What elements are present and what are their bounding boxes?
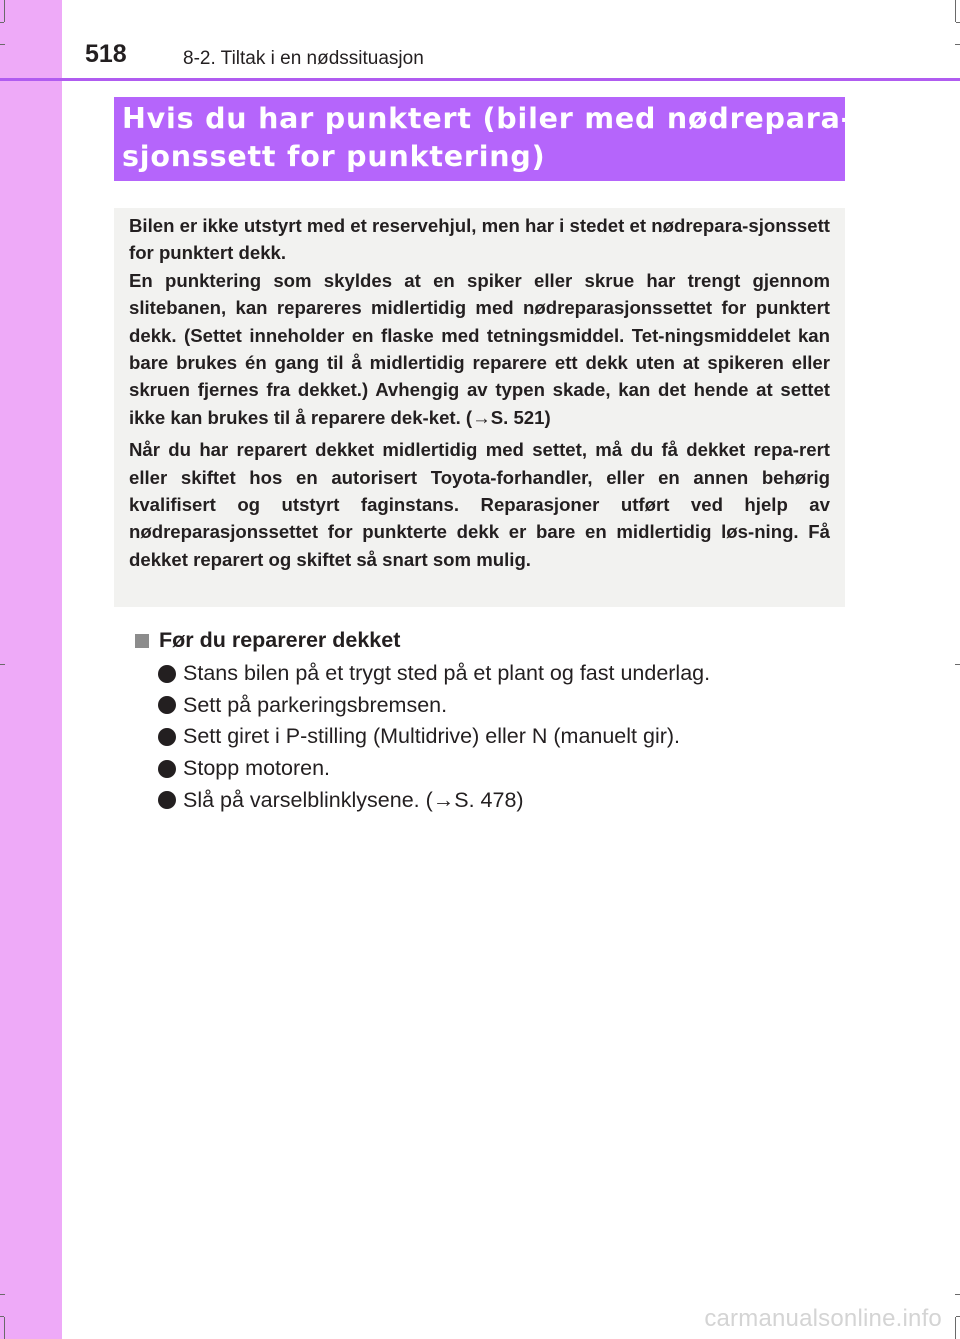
round-bullet-icon: [158, 665, 176, 683]
step-text: Sett giret i P-stilling (Multidrive) eller N (manuelt gir).: [183, 724, 681, 749]
round-bullet-icon: [158, 696, 176, 714]
crop-mark: [956, 1316, 960, 1317]
section-title: 8-2. Tiltak i en nødssituasjon: [183, 48, 424, 69]
crop-mark: [0, 44, 5, 45]
title-banner: [114, 97, 854, 181]
list-item: [158, 658, 710, 690]
list-item: [158, 690, 710, 722]
header-rule: [0, 78, 960, 81]
chapter-side-tab: [0, 0, 62, 1339]
page-number: 518: [85, 40, 127, 68]
crop-mark: [4, 0, 5, 22]
crop-mark: [955, 1317, 956, 1339]
square-bullet-icon: [135, 634, 149, 648]
crop-mark: [0, 1294, 5, 1295]
info-paragraph: Bilen er ikke utstyrt med et reservehjul, men har i stedet et nødrepara-sjonssett for punktert dekk.: [129, 215, 830, 264]
step-text: Stopp motoren.: [183, 756, 331, 781]
info-paragraph: Når du har reparert dekket midlertidig med settet, må du få dekket repa-rert eller skiftet hos en autorisert Toyota-forhandler, eller en annen behørig kvalifisert og utstyrt faginstans. Reparasjoner utført ved hjelp av nødreparasjonssettet for punkterte dekk er bare en midlertidig løs-ning. Få dekket reparert og skiftet så snart som mulig.: [129, 439, 830, 570]
round-bullet-icon: [158, 760, 176, 778]
crop-mark: [0, 22, 4, 23]
list-item: [158, 753, 710, 785]
crop-mark: [955, 1294, 960, 1295]
step-text: Slå på varselblinklysene. (→S. 478): [183, 787, 524, 812]
watermark: carmanualsonline.info: [704, 1305, 942, 1332]
list-item: [158, 721, 710, 753]
info-paragraph: En punktering som skyldes at en spiker eller skrue har trengt gjennom slitebanen, kan repareres midlertidig med nødreparasjonssettet for punktert dekk. (Settet inneholder en flaske med tetningsmiddel. Tet-ningsmiddelet kan bare brukes én gang til å midlertidig reparere ett dekk uten at spikeren eller skruen fjernes fra dekket.) Avhengig av typen skade, kan det hende at settet ikke kan brukes til å reparere dek-ket. (→S. 521): [129, 269, 830, 428]
title-line-2: sjonssett for punktering): [122, 140, 546, 173]
round-bullet-icon: [158, 728, 176, 746]
procedure-heading-text: Før du reparerer dekket: [159, 628, 401, 652]
info-box: [114, 208, 845, 607]
crop-mark: [4, 1317, 5, 1339]
crop-mark: [0, 1316, 4, 1317]
procedure-steps: [158, 658, 710, 816]
step-text: Sett på parkeringsbremsen.: [183, 692, 448, 717]
list-item: [158, 784, 710, 816]
step-text: Stans bilen på et trygt sted på et plant og fast underlag.: [183, 661, 711, 686]
crop-mark: [955, 0, 956, 22]
title-line-1: Hvis du har punktert (biler med nødrepara-: [122, 102, 854, 135]
crop-mark: [956, 22, 960, 23]
crop-mark: [0, 664, 5, 665]
round-bullet-icon: [158, 791, 176, 809]
crop-mark: [955, 664, 960, 665]
crop-mark: [955, 44, 960, 45]
procedure-heading: [135, 628, 400, 653]
